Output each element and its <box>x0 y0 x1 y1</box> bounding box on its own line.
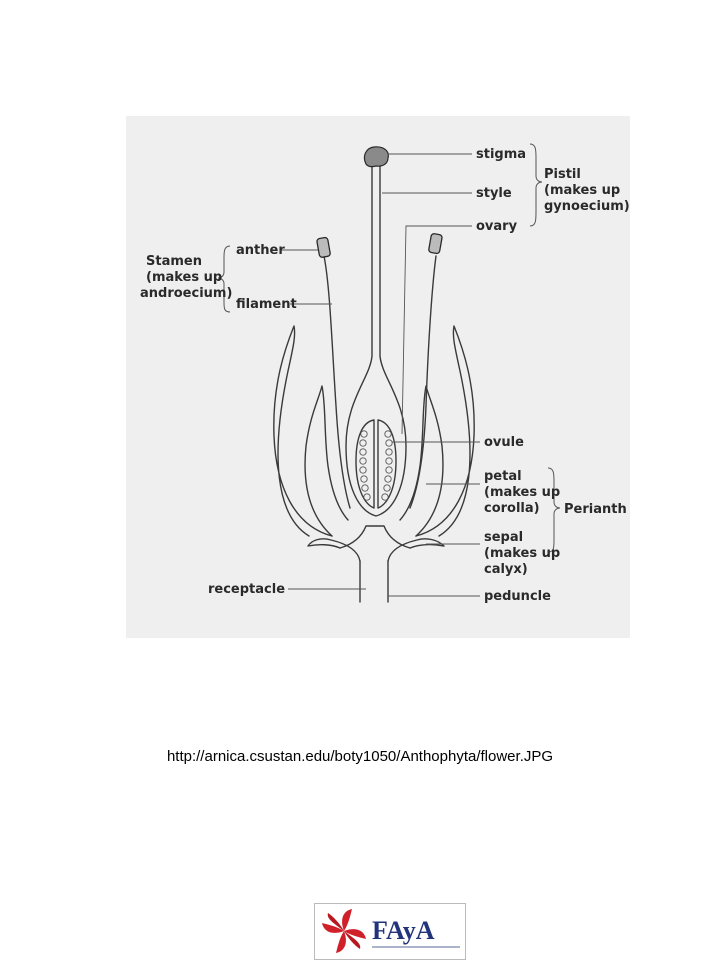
label-pistil-1: Pistil <box>544 167 581 182</box>
label-perianth: Perianth <box>564 502 627 517</box>
label-stamen-3: androecium) <box>140 286 233 301</box>
label-ovary: ovary <box>476 219 518 234</box>
label-stamen-2: (makes up <box>146 270 223 285</box>
anther-right-shape <box>428 233 442 254</box>
label-peduncle: peduncle <box>484 589 551 604</box>
label-receptacle: receptacle <box>208 582 286 597</box>
label-petal-1: petal <box>484 469 522 484</box>
label-stigma: stigma <box>476 147 527 162</box>
label-anther: anther <box>236 243 285 258</box>
label-petal-2: (makes up <box>484 485 561 500</box>
source-url-caption: http://arnica.csustan.edu/boty1050/Anthophyta/flower.JPG <box>166 748 554 765</box>
label-ovule: ovule <box>484 435 524 450</box>
label-pistil-3: gynoecium) <box>544 199 630 214</box>
logo-text: FAyA <box>372 916 435 945</box>
label-petal-3: corolla) <box>484 501 540 516</box>
label-stamen-1: Stamen <box>146 254 202 269</box>
label-style: style <box>476 186 512 201</box>
label-pistil-2: (makes up <box>544 183 621 198</box>
label-sepal-3: calyx) <box>484 562 528 577</box>
label-sepal-2: (makes up <box>484 546 561 561</box>
label-filament: filament <box>236 297 297 312</box>
stigma-shape <box>364 147 388 167</box>
anther-left-shape <box>317 237 331 258</box>
faya-logo <box>314 903 466 960</box>
label-sepal-1: sepal <box>484 530 524 545</box>
flower-diagram <box>126 116 630 638</box>
